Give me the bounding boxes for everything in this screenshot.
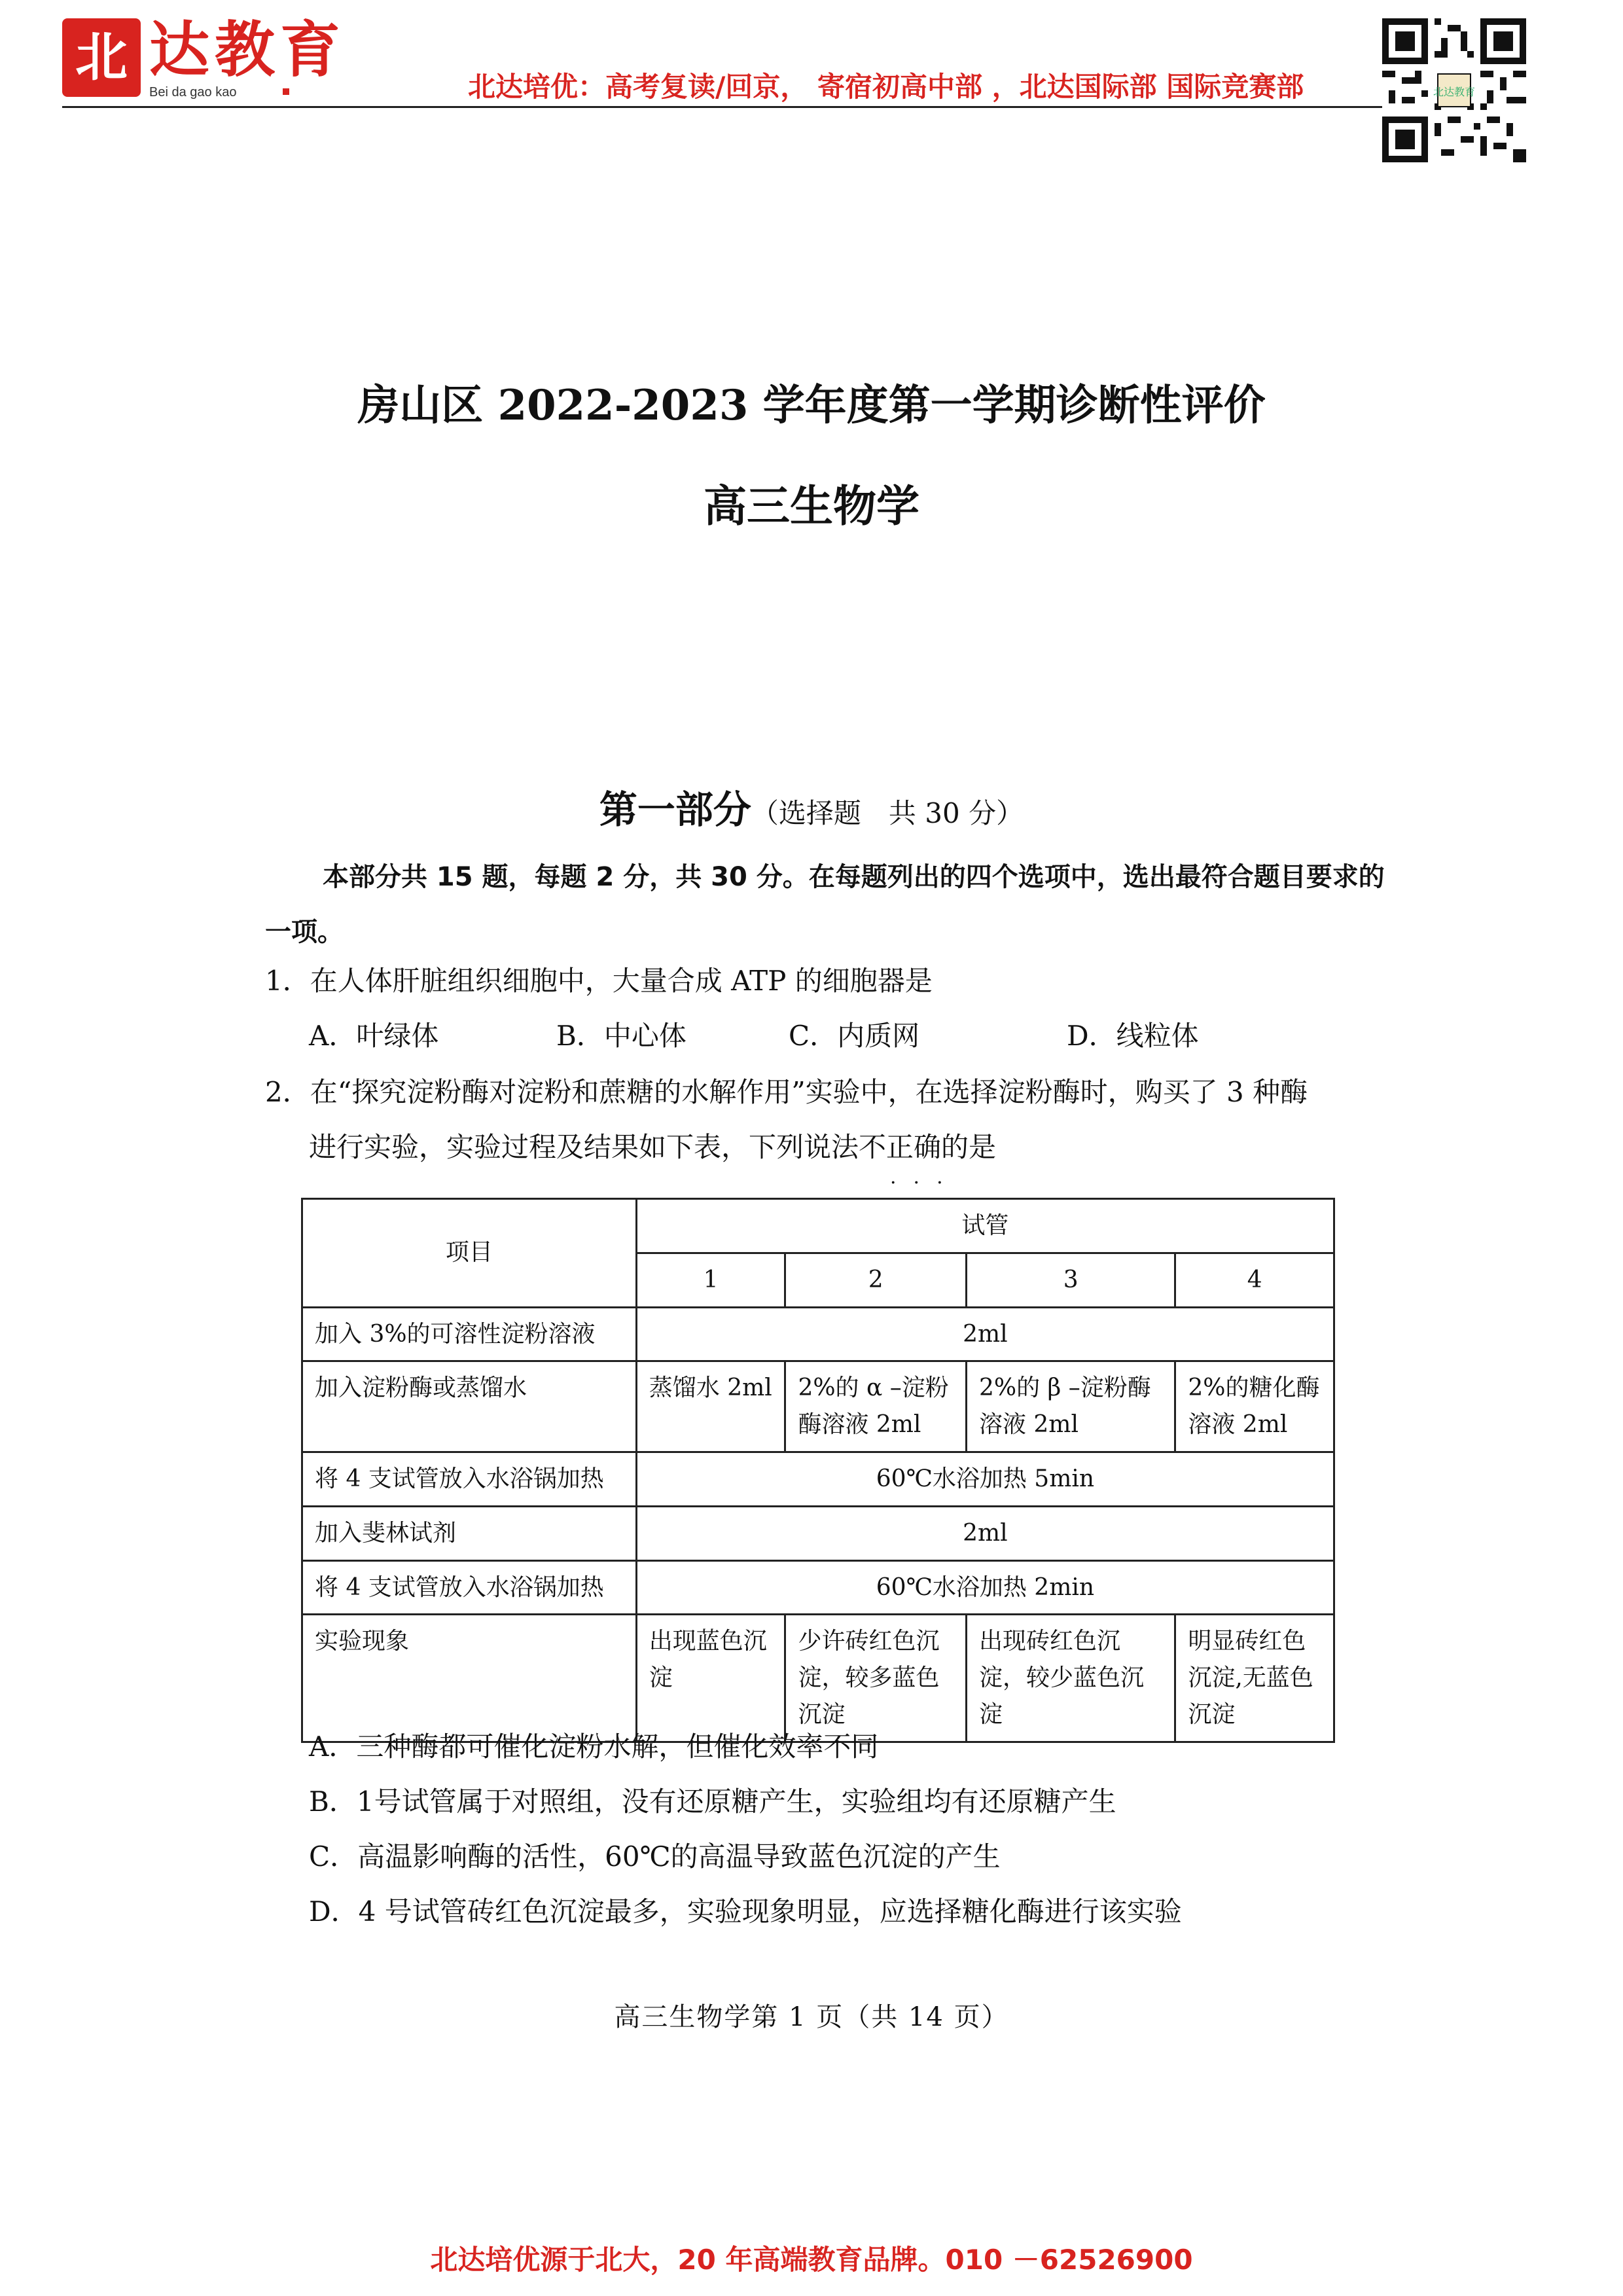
question-2-stem-line2: 进行实验，实验过程及结果如下表，下列说法不正确的是: [309, 1131, 997, 1163]
subject-title: 高三生物学: [704, 480, 919, 531]
table-row: [302, 1506, 1334, 1560]
question-1-stem: 1．在人体肝脏组织细胞中，大量合成 ATP 的细胞器是: [265, 965, 933, 997]
row-label: 将 4 支试管放入水浴锅加热: [302, 1560, 637, 1615]
qr-center-label: 北达教育: [1433, 86, 1476, 98]
table-row: [302, 1615, 1334, 1742]
q2-option-c: C．高温影响酶的活性，60℃的高温导致蓝色沉淀的产生: [309, 1840, 1001, 1873]
row-cell: 少许砖红色沉淀，较多蓝色沉淀: [785, 1615, 967, 1742]
q1-option-c: C．内质网: [789, 1020, 920, 1052]
logo-subtitle: Bei da gao kao: [149, 85, 237, 99]
row-cell: 2%的 α –淀粉酶溶液 2ml: [785, 1361, 967, 1452]
table-header-item: 项目: [302, 1199, 637, 1308]
table-row: [302, 1452, 1334, 1506]
exam-title: 房山区 2022-2023 学年度第一学期诊断性评价: [357, 381, 1266, 430]
section-subtitle: （选择题 共 30 分）: [751, 797, 1024, 829]
question-2-stem-line1: 2．在“探究淀粉酶对淀粉和蔗糖的水解作用”实验中，在选择淀粉酶时，购买了 3 种酶: [265, 1076, 1308, 1108]
q2-option-b: B．1号试管属于对照组，没有还原糖产生，实验组均有还原糖产生: [309, 1785, 1116, 1818]
section-instructions: 本部分共 15 题，每题 2 分，共 30 分。在每题列出的四个选项中，选出最符合题目要求的一项。: [265, 862, 1385, 947]
experiment-table: [301, 1198, 1335, 1743]
table-header-row: [302, 1199, 1334, 1253]
row-label: 加入 3%的可溶性淀粉溶液: [302, 1307, 637, 1361]
q2-option-a: A．三种酶都可催化淀粉水解，但催化效率不同: [309, 1731, 879, 1763]
qr-code-icon: [1382, 18, 1526, 162]
row-label: 实验现象: [302, 1615, 637, 1742]
row-label: 加入淀粉酶或蒸馏水: [302, 1361, 637, 1452]
logo-badge: [62, 18, 141, 97]
q1-option-d: D．线粒体: [1067, 1020, 1199, 1052]
table-header-tubes: 试管: [636, 1199, 1334, 1253]
header-divider: [62, 106, 1391, 108]
tube-number: 2: [785, 1253, 967, 1307]
tube-number: 4: [1175, 1253, 1334, 1307]
q1-option-a: A．叶绿体: [309, 1020, 439, 1052]
row-merged-value: 2ml: [636, 1506, 1334, 1560]
row-label: 将 4 支试管放入水浴锅加热: [302, 1452, 637, 1506]
tube-number: 3: [966, 1253, 1175, 1307]
section-heading: [0, 779, 1623, 834]
section-title: 第一部分: [599, 787, 751, 832]
row-label: 加入斐林试剂: [302, 1506, 637, 1560]
table-row: [302, 1307, 1334, 1361]
header-slogan: 北达培优：高考复读/回京， 寄宿初高中部 ，北达国际部 国际竞赛部: [468, 71, 1304, 103]
table-row: [302, 1560, 1334, 1615]
emphasis-dots: ···: [890, 1172, 960, 1194]
row-cell: 出现蓝色沉淀: [636, 1615, 785, 1742]
tube-number: 1: [636, 1253, 785, 1307]
row-cell: 出现砖红色沉淀，较少蓝色沉淀: [966, 1615, 1175, 1742]
logo-text: 达教育: [149, 14, 346, 85]
q1-option-b: B．中心体: [556, 1020, 687, 1052]
page-number: 高三生物学第 1 页（共 14 页）: [614, 2002, 1009, 2032]
row-cell: 明显砖红色沉淀,无蓝色沉淀: [1175, 1615, 1334, 1742]
row-merged-value: 60℃水浴加热 5min: [636, 1452, 1334, 1506]
row-merged-value: 60℃水浴加热 2min: [636, 1560, 1334, 1615]
row-cell: 2%的 β –淀粉酶溶液 2ml: [966, 1361, 1175, 1452]
table-row: [302, 1361, 1334, 1452]
logo-dot: [283, 88, 289, 95]
row-cell: 蒸馏水 2ml: [636, 1361, 785, 1452]
row-merged-value: 2ml: [636, 1307, 1334, 1361]
q2-option-d: D．4 号试管砖红色沉淀最多，实验现象明显，应选择糖化酶进行该实验: [309, 1895, 1182, 1928]
row-cell: 2%的糖化酶溶液 2ml: [1175, 1361, 1334, 1452]
footer-advertisement: 北达培优源于北大，20 年高端教育品牌。010 －62526900: [430, 2244, 1193, 2276]
logo-char: 北: [75, 27, 128, 88]
